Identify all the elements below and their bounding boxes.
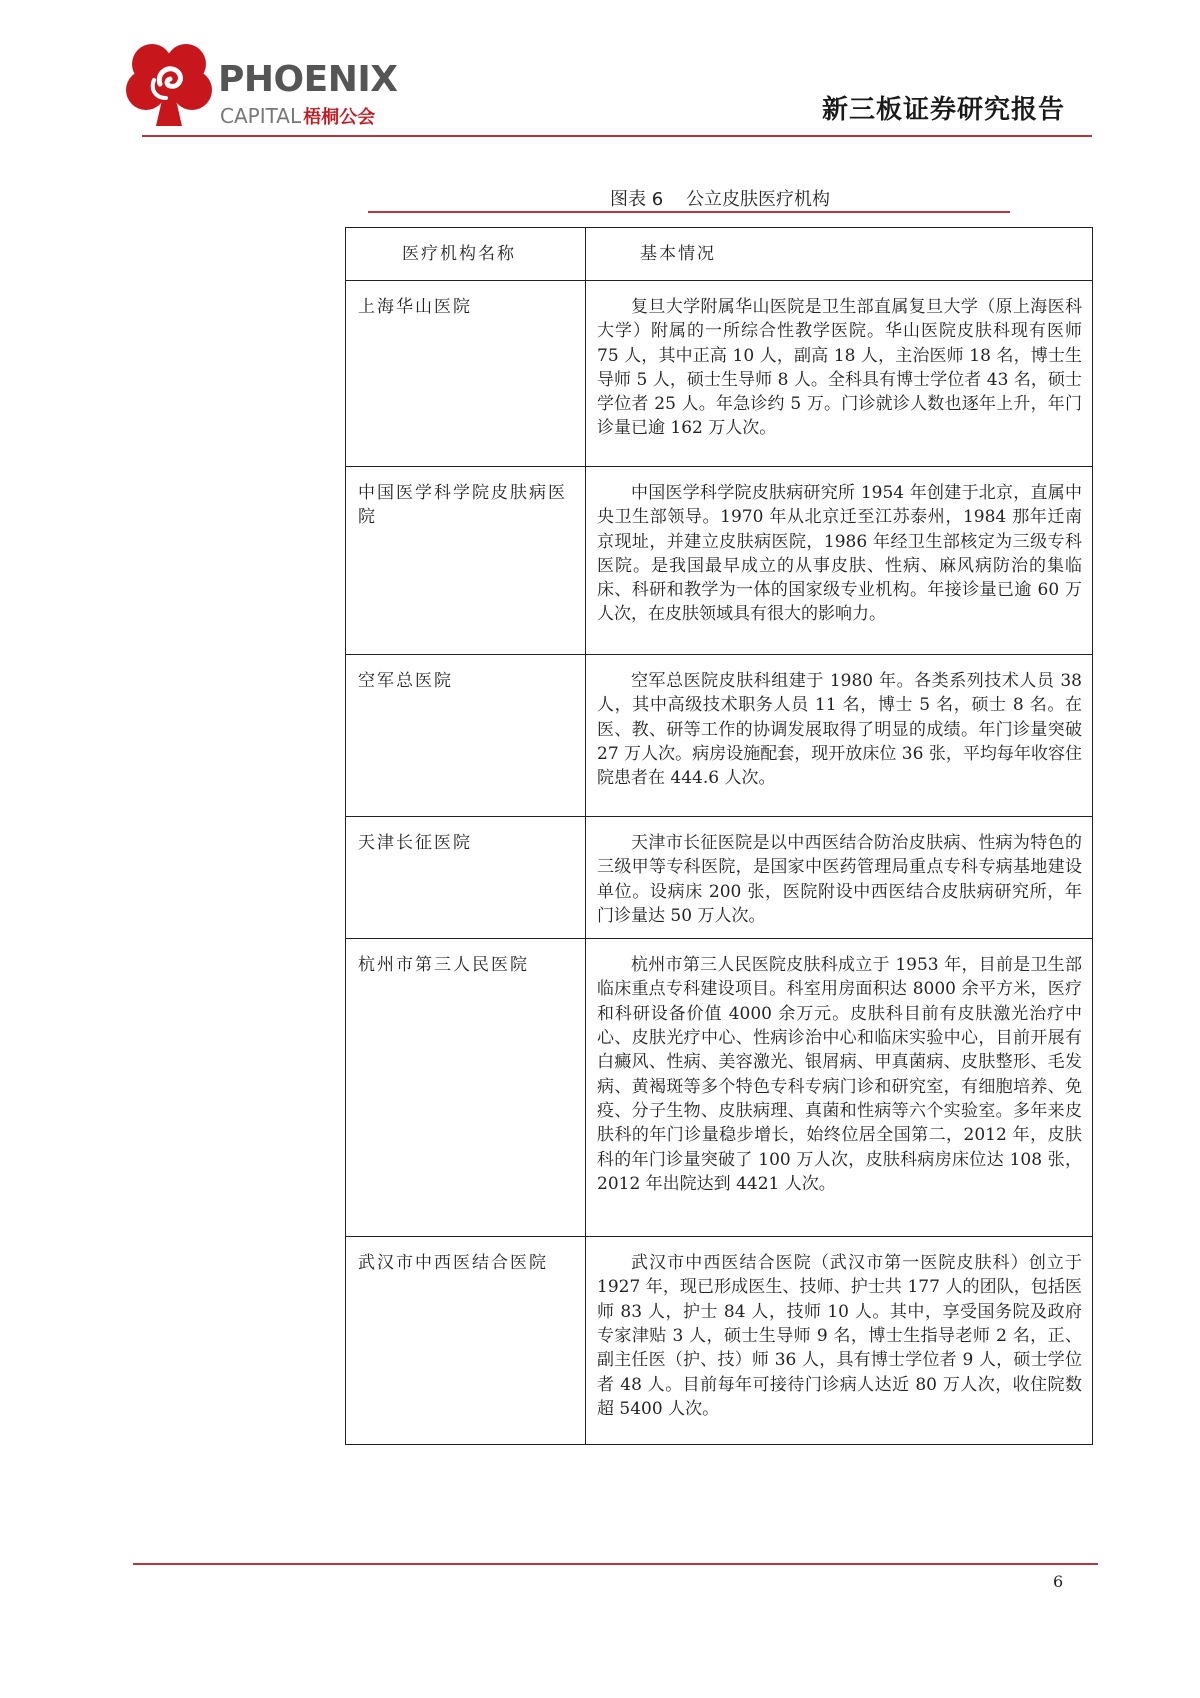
page-number: 6: [1053, 1572, 1064, 1591]
table-header-row: [346, 228, 1093, 281]
institution-name: 空军总医院: [346, 655, 586, 817]
logo-brand-text: PHOENIX: [218, 59, 398, 100]
table-row: [346, 281, 1093, 467]
logo-subtitle: [220, 103, 375, 129]
institution-description: 复旦大学附属华山医院是卫生部直属复旦大学（原上海医科大学）附属的一所综合性教学医院。华山医院皮肤科现有医师 75 人，其中正高 10 人，副高 18 人，主治医师 18 名，博士生导师 5 人，硕士生导师 8 人。全科具有博士学位者 43 名，硕士学位者 25 人。年急诊约 5 万。门诊就诊人数也逐年上升，年门诊量已逾 162 万人次。: [586, 281, 1093, 467]
footer-divider: [133, 1563, 1098, 1565]
logo-sub-en: CAPITAL: [220, 104, 302, 128]
institution-description: 空军总医院皮肤科组建于 1980 年。各类系列技术人员 38 人，其中高级技术职务人员 11 名，博士 5 名，硕士 8 名。在医、教、研等工作的协调发展取得了明显的成绩。年门诊量突破 27 万人次。病房设施配套，现开放床位 36 张，平均每年收容住院患者在 444.6 人次。: [586, 655, 1093, 817]
header-institution-name: 医疗机构名称: [346, 228, 586, 281]
header-basic-info: 基本情况: [586, 228, 1093, 281]
logo-sub-cn: 梧桐公会: [303, 107, 376, 128]
phoenix-logo-icon: [126, 34, 212, 134]
phoenix-capital-logo: [126, 34, 396, 134]
report-title: 新三板证券研究报告: [821, 95, 1065, 125]
table-row: [346, 939, 1093, 1237]
institution-description: 天津市长征医院是以中西医结合防治皮肤病、性病为特色的三级甲等专科医院，是国家中医药管理局重点专科专病基地建设单位。设病床 200 张，医院附设中西医结合皮肤病研究所，年门诊量达 50 万人次。: [586, 817, 1093, 939]
table-row: [346, 467, 1093, 655]
table-row: [346, 655, 1093, 817]
caption-divider: [368, 211, 1010, 213]
institution-name: 杭州市第三人民医院: [346, 939, 586, 1237]
table-row: [346, 817, 1093, 939]
institution-name: 武汉市中西医结合医院: [346, 1237, 586, 1445]
institution-name: 中国医学科学院皮肤病医院: [346, 467, 586, 655]
institution-name: 上海华山医院: [346, 281, 586, 467]
header-divider: [142, 135, 1092, 137]
institution-description: 杭州市第三人民医院皮肤科成立于 1953 年，目前是卫生部临床重点专科建设项目。科室用房面积达 8000 余平方米，医疗和科研设备价值 4000 余万元。皮肤科目前有皮肤激光治疗中心、皮肤光疗中心、性病诊治中心和临床实验中心，目前开展有白癜风、性病、美容激光、银屑病、甲真菌病、皮肤整形、毛发病、黄褐斑等多个特色专科专病门诊和研究室，有细胞培养、免疫、分子生物、皮肤病理、真菌和性病等六个实验室。多年来皮肤科的年门诊量稳步增长，始终位居全国第二，2012 年，皮肤科的年门诊量突破了 100 万人次，皮肤科病房床位达 108 张，2012 年出院达到 4421 人次。: [586, 939, 1093, 1237]
institution-description: 武汉市中西医结合医院（武汉市第一医院皮肤科）创立于 1927 年，现已形成医生、技师、护士共 177 人的团队，包括医师 83 人，护士 84 人，技师 10 人。其中，享受国务院及政府专家津贴 3 人，硕士生导师 9 名，博士生指导老师 2 名，正、副主任医（护、技）师 36 人，具有博士学位者 9 人，硕士学位者 48 人。目前每年可接待门诊病人达近 80 万人次，收住院数超 5400 人次。: [586, 1237, 1093, 1445]
figure-caption: 图表 6 公立皮肤医疗机构: [610, 189, 831, 210]
institution-name: 天津长征医院: [346, 817, 586, 939]
institution-description: 中国医学科学院皮肤病研究所 1954 年创建于北京，直属中央卫生部领导。1970 年从北京迁至江苏泰州，1984 那年迁南京现址，并建立皮肤病医院，1986 年经卫生部核定为三级专科医院。是我国最早成立的从事皮肤、性病、麻风病防治的集临床、科研和教学为一体的国家级专业机构。年接诊量已逾 60 万人次，在皮肤领域具有很大的影响力。: [586, 467, 1093, 655]
hospital-table: [345, 227, 1093, 1445]
table-row: [346, 1237, 1093, 1445]
